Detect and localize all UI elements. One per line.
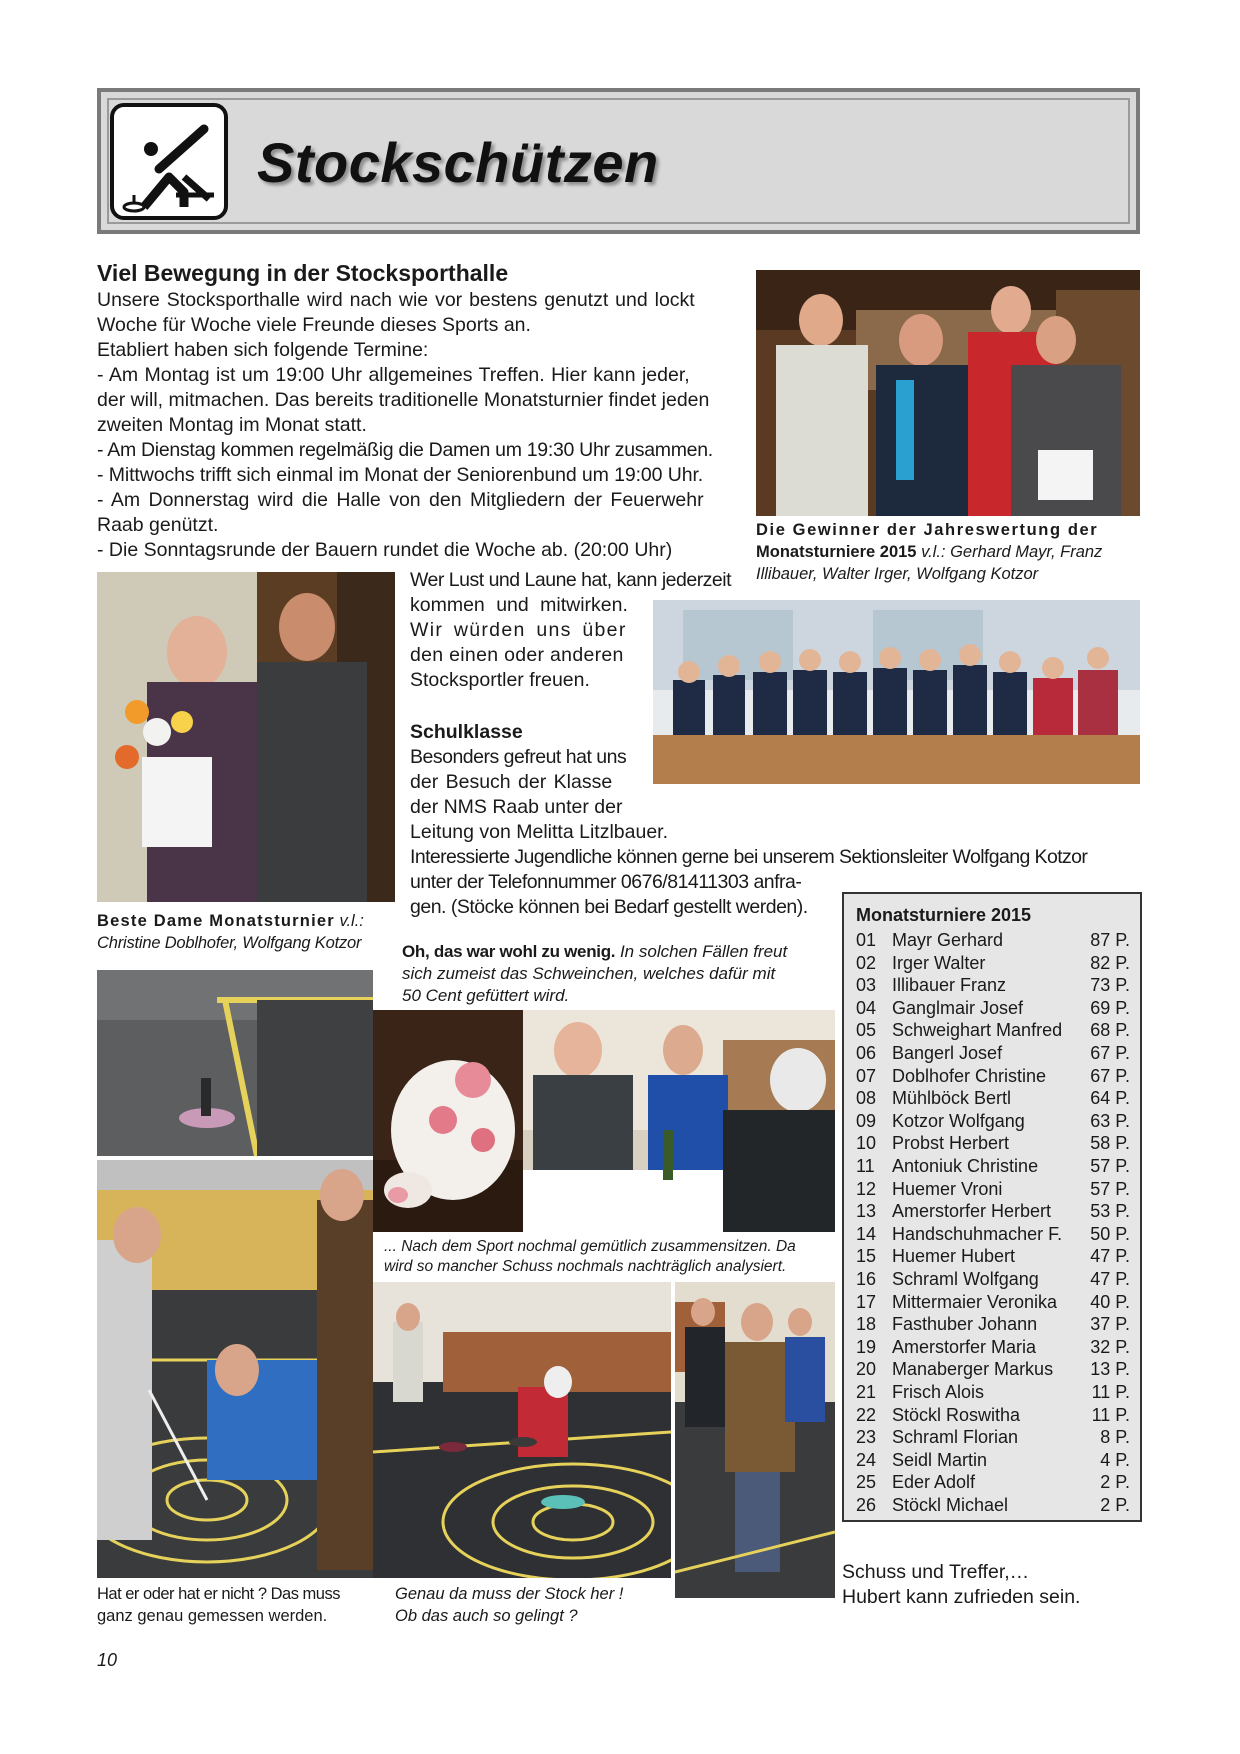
caption-bold: Beste Dame Monatsturnier xyxy=(97,912,335,930)
caption-line: ... Nach dem Sport nochmal gemütlich zusammensitzen. Da xyxy=(384,1238,796,1255)
points: 47 P. xyxy=(1090,1269,1130,1289)
player-name: Mayr Gerhard xyxy=(892,930,1004,950)
player-name: Amerstorfer Herbert xyxy=(892,1201,1052,1222)
text-line: - Am Montag ist um 19:00 Uhr allgemeines Treffen. Hier kann jeder, xyxy=(97,364,690,386)
rank: 15 xyxy=(856,1246,877,1267)
table-row xyxy=(856,1314,1130,1337)
text-line: der NMS Raab unter der xyxy=(410,796,623,818)
points: 73 P. xyxy=(1090,975,1130,996)
table-row xyxy=(856,1405,1130,1428)
points: 82 P. xyxy=(1090,952,1130,973)
table-row xyxy=(856,1495,1130,1518)
text-line: Interessierte Jugendliche können gerne bei unserem Sektionsleiter Wolfgang Kotzor xyxy=(410,846,1088,868)
text-line: Unsere Stocksporthalle wird nach wie vor bestens genutzt und lockt xyxy=(97,289,695,311)
table-row xyxy=(856,1359,1130,1382)
article-heading: Viel Bewegung in der Stocksporthalle xyxy=(97,260,509,286)
points: 63 P. xyxy=(1090,1110,1130,1131)
aiming-caption xyxy=(395,1583,623,1627)
table-row xyxy=(856,953,1130,976)
points: 53 P. xyxy=(1090,1201,1130,1222)
text-line: Etabliert haben sich folgende Termine: xyxy=(97,339,429,361)
piggy-bank-photo xyxy=(373,1010,523,1232)
rank: 01 xyxy=(856,930,877,950)
table-row xyxy=(856,1201,1130,1224)
best-lady-photo xyxy=(97,572,395,902)
schulklasse-heading: Schulklasse xyxy=(410,721,523,743)
caption-line xyxy=(402,941,822,963)
rank: 25 xyxy=(856,1472,877,1493)
table-row xyxy=(856,1337,1130,1360)
caption-line: wird so mancher Schuss nochmals nachträglich analysiert. xyxy=(384,1258,787,1275)
player-name: Huemer Hubert xyxy=(892,1246,1016,1267)
rank: 16 xyxy=(856,1269,877,1289)
rank: 20 xyxy=(856,1359,877,1380)
points: 57 P. xyxy=(1090,1178,1130,1199)
player-name: Amerstorfer Maria xyxy=(892,1336,1037,1357)
caption-line: Schuss und Treffer,… xyxy=(842,1561,1030,1583)
sitting-together-photo xyxy=(523,1010,835,1232)
hubert-caption xyxy=(842,1560,1080,1610)
points: 13 P. xyxy=(1090,1359,1130,1380)
text-line: der will, mitmachen. Das bereits traditionelle Monatsturnier findet jeden xyxy=(97,389,710,411)
rank: 22 xyxy=(856,1404,877,1425)
page-number: 10 xyxy=(97,1650,118,1670)
text-line: Wer Lust und Laune hat, kann jederzeit xyxy=(410,569,732,591)
rank: 05 xyxy=(856,1020,877,1041)
player-name: Antoniuk Christine xyxy=(892,1156,1039,1176)
rank: 13 xyxy=(856,1201,877,1222)
points: 67 P. xyxy=(1090,1065,1130,1086)
rank: 12 xyxy=(856,1178,877,1199)
caption-line xyxy=(97,910,397,932)
player-name: Frisch Alois xyxy=(892,1382,985,1402)
player-name: Schraml Wolfgang xyxy=(892,1269,1039,1289)
table-row xyxy=(856,1088,1130,1111)
table-row xyxy=(856,1066,1130,1089)
table-row xyxy=(856,975,1130,998)
rank: 26 xyxy=(856,1495,877,1515)
player-name: Seidl Martin xyxy=(892,1449,988,1470)
caption-line: ganz genau gemessen werden. xyxy=(97,1607,328,1625)
caption-line: Ob das auch so gelingt ? xyxy=(395,1607,578,1625)
caption-line: Hubert kann zufrieden sein. xyxy=(842,1586,1081,1608)
points: 50 P. xyxy=(1090,1223,1130,1244)
caption-bold: Monatsturniere 2015 xyxy=(756,543,917,561)
winners-caption xyxy=(756,519,1140,585)
text-line: zweiten Montag im Monat statt. xyxy=(97,414,367,436)
winners-photo xyxy=(756,270,1140,516)
table-row xyxy=(856,930,1130,953)
table-row xyxy=(856,1043,1130,1066)
player-name: Stöckl Michael xyxy=(892,1495,1009,1515)
points: 69 P. xyxy=(1090,997,1130,1018)
table-row xyxy=(856,1472,1130,1495)
measuring-caption xyxy=(97,1583,340,1627)
player-name: Fasthuber Johann xyxy=(892,1314,1038,1335)
table-row xyxy=(856,1382,1130,1405)
caption-italic: v.l.: Gerhard Mayr, Franz xyxy=(916,543,1103,561)
player-name: Bangerl Josef xyxy=(892,1043,1003,1063)
player-name: Stöckl Roswitha xyxy=(892,1404,1021,1425)
caption-line: Illibauer, Walter Irger, Wolfgang Kotzor xyxy=(756,565,1039,583)
text-line: Wir würden uns über xyxy=(410,619,627,641)
points: 40 P. xyxy=(1090,1291,1130,1312)
table-row xyxy=(856,1427,1130,1450)
table-row xyxy=(856,1292,1130,1315)
points: 8 P. xyxy=(1100,1427,1130,1448)
player-name: Doblhofer Christine xyxy=(892,1065,1047,1086)
table-row xyxy=(856,1133,1130,1156)
player-name: Schraml Florian xyxy=(892,1427,1019,1448)
text-line: Besonders gefreut hat uns xyxy=(410,746,627,768)
table-row xyxy=(856,1246,1130,1269)
text-line: - Die Sonntagsrunde der Bauern rundet die Woche ab. (20:00 Uhr) xyxy=(97,539,673,561)
points: 2 P. xyxy=(1100,1472,1130,1493)
rank: 02 xyxy=(856,952,877,973)
text-line: Stocksportler freuen. xyxy=(410,669,590,691)
points: 64 P. xyxy=(1090,1088,1130,1109)
player-name: Mühlböck Bertl xyxy=(892,1088,1012,1109)
points: 67 P. xyxy=(1090,1043,1130,1063)
page-title: Stockschützen xyxy=(257,131,659,194)
rank: 17 xyxy=(856,1291,877,1312)
rank: 14 xyxy=(856,1223,877,1244)
caption-line xyxy=(756,541,1140,563)
text-line: Leitung von Melitta Litzlbauer. xyxy=(410,821,668,843)
rank: 18 xyxy=(856,1314,877,1335)
measuring-photo xyxy=(97,1160,373,1578)
player-name: Schweighart Manfred xyxy=(892,1020,1063,1041)
points: 57 P. xyxy=(1090,1156,1130,1176)
rank: 10 xyxy=(856,1133,877,1154)
caption-italic: In solchen Fällen freut xyxy=(615,942,788,961)
player-name: Mittermaier Veronika xyxy=(892,1291,1058,1312)
text-line: den einen oder anderen xyxy=(410,644,624,666)
rank: 06 xyxy=(856,1043,877,1063)
piggy-caption xyxy=(402,941,822,1007)
player-name: Irger Walter xyxy=(892,952,986,973)
player-name: Probst Herbert xyxy=(892,1133,1010,1154)
caption-line: Hat er oder hat er nicht ? Das muss xyxy=(97,1585,340,1603)
standings-title: Monatsturniere 2015 xyxy=(856,905,1032,925)
text-line: Woche für Woche viele Freunde dieses Sports an. xyxy=(97,314,531,336)
text-line: - Am Donnerstag wird die Halle von den Mitgliedern der Feuerwehr xyxy=(97,489,704,511)
table-row xyxy=(856,998,1130,1021)
player-name: Kotzor Wolfgang xyxy=(892,1110,1025,1131)
best-lady-caption xyxy=(97,910,397,954)
caption-line: Die Gewinner der Jahreswertung der xyxy=(756,521,1099,539)
article-intro xyxy=(97,288,745,563)
table-row xyxy=(856,1020,1130,1043)
rank: 03 xyxy=(856,975,877,996)
caption-line: sich zumeist das Schweinchen, welches dafür mit xyxy=(402,964,776,983)
rank: 04 xyxy=(856,997,877,1018)
text-line: der Besuch der Klasse xyxy=(410,771,613,793)
caption-line: Genau da muss der Stock her ! xyxy=(395,1585,624,1603)
table-row xyxy=(856,1179,1130,1202)
points: 32 P. xyxy=(1090,1336,1130,1357)
points: 87 P. xyxy=(1090,930,1130,950)
points: 58 P. xyxy=(1090,1133,1130,1154)
hubert-photo xyxy=(675,1282,835,1598)
text-line: gen. (Stöcke können bei Bedarf gestellt werden). xyxy=(410,896,808,918)
points: 4 P. xyxy=(1100,1449,1130,1470)
caption-line: Christine Doblhofer, Wolfgang Kotzor xyxy=(97,934,362,952)
rank: 07 xyxy=(856,1065,877,1086)
points: 47 P. xyxy=(1090,1246,1130,1267)
text-line: - Mittwochs trifft sich einmal im Monat der Seniorenbund um 19:00 Uhr. xyxy=(97,464,704,486)
caption-italic: v.l.: xyxy=(334,912,364,930)
points: 68 P. xyxy=(1090,1020,1130,1041)
caption-line: 50 Cent gefüttert wird. xyxy=(402,986,570,1005)
rank: 23 xyxy=(856,1427,877,1448)
rank: 08 xyxy=(856,1088,877,1109)
text-line: unter der Telefonnummer 0676/81411303 anfra- xyxy=(410,871,802,893)
points: 11 P. xyxy=(1091,1382,1130,1402)
rank: 19 xyxy=(856,1336,877,1357)
table-row xyxy=(856,1450,1130,1473)
stocksport-pictogram-icon xyxy=(110,103,228,220)
player-name: Eder Adolf xyxy=(892,1472,976,1493)
table-row xyxy=(856,1156,1130,1179)
rank: 24 xyxy=(856,1449,877,1470)
caption-bold: Oh, das war wohl zu wenig. xyxy=(402,942,616,961)
rank: 11 xyxy=(856,1156,875,1176)
player-name: Handschuhmacher F. xyxy=(892,1223,1063,1244)
text-line: Raab genützt. xyxy=(97,514,219,536)
table-row xyxy=(856,1111,1130,1134)
text-line: - Am Dienstag kommen regelmäßig die Damen um 19:30 Uhr zusammen. xyxy=(97,439,713,461)
sitting-together-caption xyxy=(384,1237,834,1277)
player-name: Huemer Vroni xyxy=(892,1178,1003,1199)
aiming-photo xyxy=(373,1282,671,1578)
points: 2 P. xyxy=(1100,1495,1130,1515)
rank: 21 xyxy=(856,1382,877,1402)
player-name: Manaberger Markus xyxy=(892,1359,1054,1380)
rank: 09 xyxy=(856,1110,877,1131)
player-name: Ganglmair Josef xyxy=(892,997,1024,1018)
table-row xyxy=(856,1269,1130,1292)
stock-on-floor-photo xyxy=(97,970,373,1156)
player-name: Illibauer Franz xyxy=(892,975,1007,996)
points: 37 P. xyxy=(1090,1314,1130,1335)
points: 11 P. xyxy=(1091,1404,1130,1425)
text-line: kommen und mitwirken. xyxy=(410,594,628,616)
table-row xyxy=(856,1224,1130,1247)
